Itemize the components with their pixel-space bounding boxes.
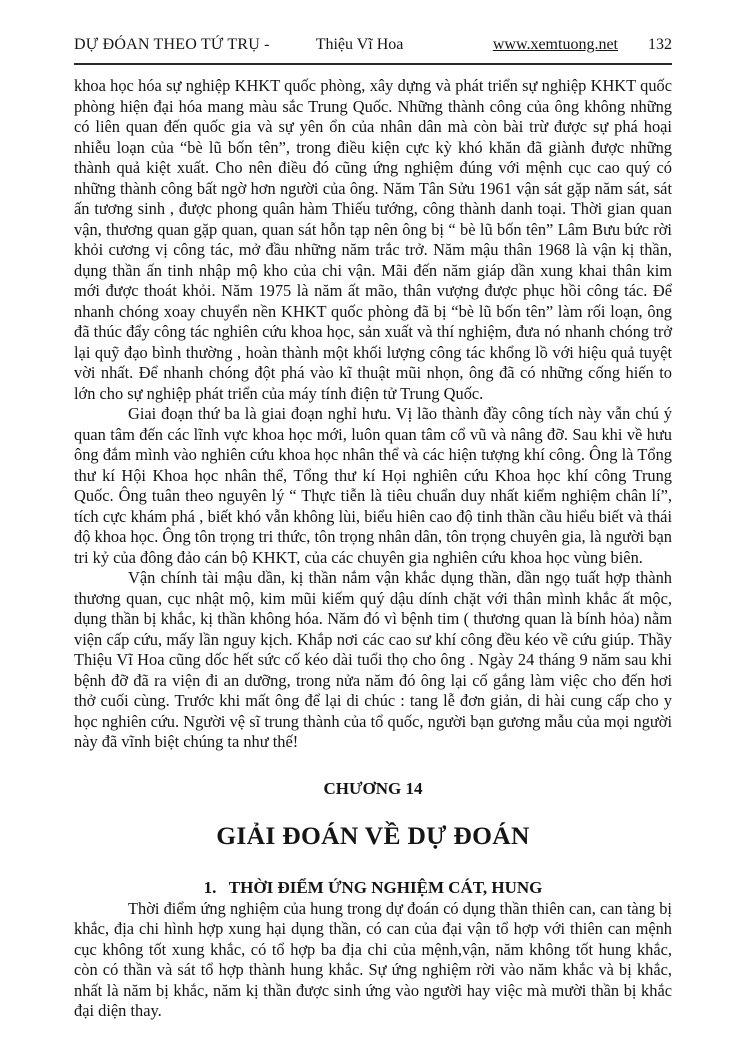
page-number: 132 [648, 36, 672, 53]
section-heading: 1. THỜI ĐIỂM ỨNG NGHIỆM CÁT, HUNG [203, 877, 543, 897]
website-link[interactable]: www.xemtuong.net [492, 36, 618, 53]
chapter-title: GIẢI ĐOÁN VỀ DỰ ĐOÁN [216, 820, 530, 850]
book-title: DỰ ĐÓAN THEO TỨ TRỤ - [74, 36, 270, 53]
chapter-label: CHƯƠNG 14 [323, 778, 423, 798]
body-paragraph: Vận chính tài mậu dần, kị thần nắm vận khắc dụng thần, dần ngọ tuất hợp thành thương quan, cục nhật mộ, kim mũi kiếm quý dậu dính chặt với thân mình khắc ất mộc, dụng thần bị khắc, kị thần không hóa. Năm đó vì bệnh tim ( thương quan là bính hỏa) nằm viện cấp cứu, mấy lần nguy kịch. Khắp nơi các cao sư khí công đều kéo về cứu giúp. Thầy Thiệu Vĩ Hoa cũng dốc hết sức cố kéo dài tuổi thọ cho ông . Ngày 24 tháng 9 năm sau khi bệnh đỡ đã ra viện đi an dưỡng, trong nửa năm đó ông lại cố gắng làm việc cho đến hơi thở cuối cùng. Trước khi mất ông để lại di chúc : tang lễ đơn giản, di hài cung cấp cho y học nghiên cứu. Người vệ sĩ trung thành của tổ quốc, người bạn gương mẫu của mọi người này đã vĩnh biệt chúng ta như thế! [74, 568, 672, 751]
body-paragraph: Thời điểm ứng nghiệm của hung trong dự đoán có dụng thần thiên can, can tàng bị khắc, địa chi hình hợp xung hại dụng thần, có can của đại vận tổ hợp với thiên can mệnh cục không tốt xung khắc, có tổ hợp ba địa chi của mệnh,vận, năm không tốt hung khắc, còn có thần và sát tổ hợp thành hung khắc. Sự ứng nghiệm rời vào năm khắc và bị khắc, nhất là năm bị khắc, năm kị thần được sinh ứng vào người hay việc mà mười thần bị khắc đại diện thay. [74, 898, 672, 1020]
author-name: Thiệu Vĩ Hoa [315, 36, 404, 53]
page-header [74, 36, 672, 54]
body-paragraph: khoa học hóa sự nghiệp KHKT quốc phòng, xây dựng và phát triển sự nghiệp KHKT quốc phòng hiện đại hóa mang màu sắc Trung Quốc. Những thành công của ông không những có liên quan đến quốc gia và sự yên ổn của nhân dân mà còn bài trừ được sự phá hoại nhiễu loạn của “bè lũ bốn tên”, trong điều kiện cực kỳ khó khăn đã giành được những thành quả kiệt xuất. Cho nên điều đó cũng ứng nghiệm đúng với mệnh cục cao quý có những thành công bất ngờ hơn người của ông. Năm Tân Sửu 1961 vận sát gặp năm sát, sát ấn tương sinh , được phong quân hàm Thiếu tướng, công thành danh toại. Thời gian quan vận, thương quan gặp quan, quan sát hỗn tạp nên ông bị “ bè lũ bốn tên” Lâm Bưu bức rời khỏi cương vị công tác, mở đầu những năm trắc trở. Năm mậu thân 1968 là vận kị thần, dụng thần ấn tinh nhập mộ kho của chi vận. Mãi đến năm giáp dần xung khai thân kim mới được thoát khỏi. Năm 1975 là năm ất mão, thân vượng được phục hồi công tác. Để nhanh chóng xoay chuyển nền KHKT quốc phòng đã bị “bè lũ bốn tên” làm rối loạn, ông đã thúc đẩy công tác nghiên cứu khoa học, sản xuất và thí nghiệm, đưa nó nhanh chóng trở lại quỹ đạo bình thường , hoàn thành một khối lượng công tác khổng lồ với hiệu quả tuyệt vời nhất. Để nhanh chóng đột phá vào kĩ thuật mũi nhọn, ông đã có những cống hiến to lớn cho sự nghiệp phát triển của máy tính điện tử Trung Quốc. [74, 76, 672, 403]
body-paragraph: Giai đoạn thứ ba là giai đoạn nghỉ hưu. Vị lão thành đầy công tích này vẫn chú ý quan tâm đến các lĩnh vực khoa học mới, luôn quan tâm cổ vũ và nâng đỡ. Sau khi về hưu ông đắm mình vào nghiên cứu khoa học nhân thể và các hiện tượng khí công. Ông là Tổng thư kí Hội Khoa học nhân thể, Tổng thư kí Họi nghiên cứu Khoa học khí công Trung Quốc. Ông tuân theo nguyên lý “ Thực tiễn là tiêu chuẩn duy nhất kiểm nghiệm chân lí”, tích cực khám phá , biết khó vẫn không lùi, biểu hiên cao độ tinh thần cầu hiểu biết và thái độ khoa học. Ông tôn trọng tri thức, tôn trọng nhân dân, tôn trọng chuyên gia, là người bạn tri kỷ của đông đảo cán bộ KHKT, của các chuyên gia nghiên cứu khoa học vùng biên. [74, 404, 672, 567]
page-body [74, 76, 672, 1022]
header-divider [74, 63, 672, 65]
